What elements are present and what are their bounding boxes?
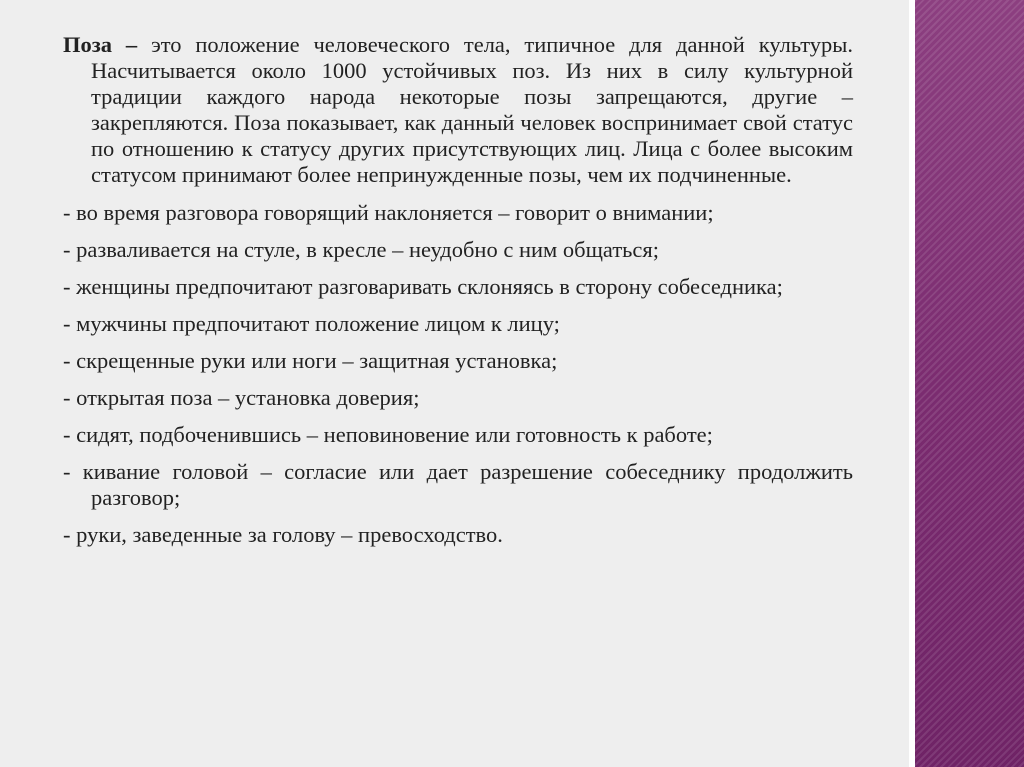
intro-text: это положение человеческого тела, типичное для данной культуры. Насчитывается около 1000 устойчивых поз. Из них в силу культурной традиции каждого народа некоторые позы запрещаются, другие – закрепляются. Поза показывает, как данный человек воспринимает свой статус по отношению к статусу других присутствующих лиц. Лица с более высоким статусом принимают более непринужденные позы, чем их подчиненные. [91, 32, 854, 187]
list-item: - руки, заведенные за голову – превосходство. [63, 522, 503, 547]
list-item: - скрещенные руки или ноги – защитная установка; [63, 348, 558, 373]
decorative-accent-bar [915, 0, 1024, 767]
list-item: - мужчины предпочитают положение лицом к лицу; [63, 311, 560, 336]
list-item: - женщины предпочитают разговаривать склоняясь в сторону собеседника; [63, 274, 783, 299]
list-item: - во время разговора говорящий наклоняется – говорит о внимании; [63, 200, 714, 225]
body-text [63, 32, 853, 559]
list-item: - открытая поза – установка доверия; [63, 385, 420, 410]
list-item: - кивание головой – согласие или дает разрешение собеседнику продолжить разговор; [63, 459, 853, 510]
list-item: - разваливается на стуле, в кресле – неудобно с ним общаться; [63, 237, 659, 262]
list-item: - сидят, подбоченившись – неповиновение или готовность к работе; [63, 422, 713, 447]
intro-paragraph [63, 32, 853, 188]
term-pose: Поза – [63, 32, 138, 57]
